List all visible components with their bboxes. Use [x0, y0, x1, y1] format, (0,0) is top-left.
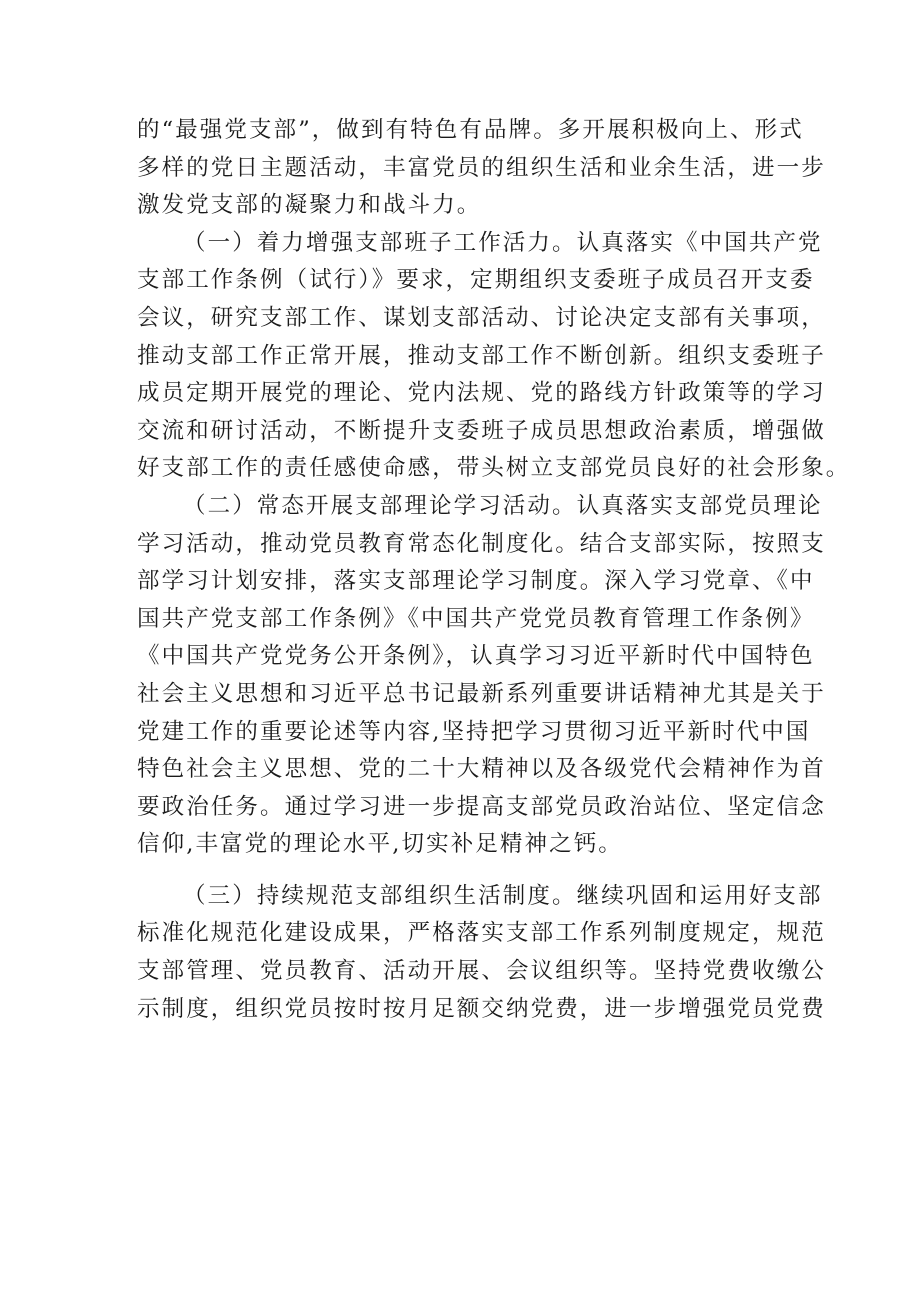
text-line: 好支部工作的责任感使命感，带头树立支部党员良好的社会形象。: [137, 455, 851, 482]
text-line: 社会主义思想和习近平总书记最新系列重要讲话精神尤其是关于: [137, 680, 826, 707]
section-heading-line: （三）持续规范支部组织生活制度。继续巩固和运用好支部: [183, 882, 823, 909]
text-line: 的“最强党支部”，做到有特色有品牌。多开展积极向上、形式: [137, 117, 804, 143]
text-line: 党建工作的重要论述等内容,坚持把学习贯彻习近平新时代中国: [137, 718, 811, 745]
text-line: 多样的党日主题活动，丰富党员的组织生活和业余生活，进一步: [137, 154, 826, 181]
text-line: 会议，研究支部工作、谋划支部活动、讨论决定支部有关事项，: [137, 304, 826, 331]
text-line: 信仰,丰富党的理论水平,切实补足精神之钙。: [137, 831, 623, 858]
text-line: 支部工作条例（试行）》要求，定期组织支委班子成员召开支委: [137, 267, 815, 294]
text-line: 成员定期开展党的理论、党内法规、党的路线方针政策等的学习: [137, 380, 826, 407]
text-line: 国共产党支部工作条例》《中国共产党党员教育管理工作条例》: [137, 605, 815, 632]
section-heading-line: （一）着力增强支部班子工作活力。认真落实《中国共产党: [183, 229, 823, 256]
text-line: 学习活动，推动党员教育常态化制度化。结合支部实际，按照支: [137, 530, 826, 557]
text-line: 示制度，组织党员按时按月足额交纳党费，进一步增强党员党费: [137, 995, 826, 1022]
section-heading-line: （二）常态开展支部理论学习活动。认真落实支部党员理论: [183, 492, 823, 519]
text-line: 交流和研讨活动，不断提升支委班子成员思想政治素质，增强做: [137, 417, 826, 444]
text-line: 支部管理、党员教育、活动开展、会议组织等。坚持党费收缴公: [137, 958, 826, 985]
text-line: 特色社会主义思想、党的二十大精神以及各级党代会精神作为首: [137, 756, 826, 783]
text-line: 《中国共产党党务公开条例》，认真学习习近平新时代中国特色: [137, 643, 815, 670]
text-line: 推动支部工作正常开展，推动支部工作不断创新。组织支委班子: [137, 342, 826, 369]
document-body: [137, 112, 851, 1028]
text-line: 标准化规范化建设成果，严格落实支部工作系列制度规定，规范: [137, 920, 826, 947]
text-line: 部学习计划安排，落实支部理论学习制度。深入学习党章、《中: [137, 568, 815, 595]
text-line: 要政治任务。通过学习进一步提高支部党员政治站位、坚定信念: [137, 793, 826, 820]
text-line: 激发党支部的凝聚力和战斗力。: [137, 192, 482, 219]
